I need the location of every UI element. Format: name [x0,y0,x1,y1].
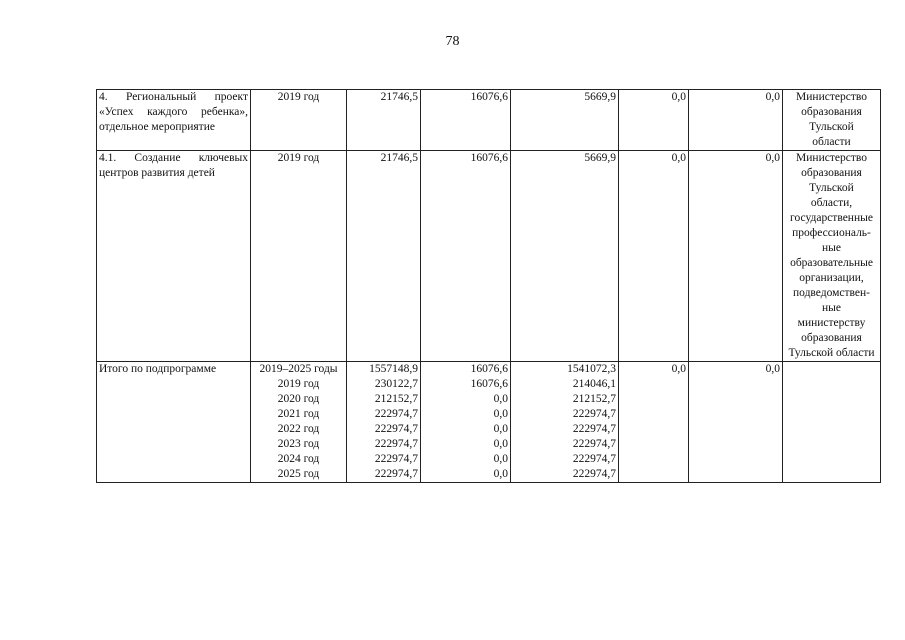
cell-period-line: 2021 год [277,408,320,420]
cell-executor-line: образования [801,106,862,118]
cell-federal [421,90,511,151]
cell-federal-line: 0,0 [493,468,508,480]
cell-period-line: 2019 год [277,378,320,390]
cell-executor-line: ные [822,242,841,254]
budget-table [96,89,881,483]
cell-executor-line: образования [801,167,862,179]
cell-period [251,362,347,483]
cell-regional-line: 222974,7 [572,438,616,450]
cell-federal-line: 16076,6 [470,91,508,103]
cell-total-line: 230122,7 [374,378,418,390]
cell-federal-line: 0,0 [493,423,508,435]
cell-period-line: 2024 год [277,453,320,465]
cell-regional [511,90,619,151]
cell-regional-line: 214046,1 [572,378,616,390]
cell-total-line: 21746,5 [380,91,418,103]
cell-regional-line: 212152,7 [572,393,616,405]
cell-total-line: 212152,7 [374,393,418,405]
row-title: Итого по подпрограмме [99,363,217,375]
page-number: 78 [445,34,460,49]
cell-executor-line: образования [801,332,862,344]
cell-federal-line: 0,0 [493,408,508,420]
cell-regional-line: 222974,7 [572,423,616,435]
cell-regional-line: 222974,7 [572,468,616,480]
cell-extrabudget-line: 0,0 [765,363,780,375]
cell-period-line: 2019 год [277,91,320,103]
cell-total-line: 222974,7 [374,408,418,420]
row-title: 4. Региональный проект «Успех каждого ребенка», отдельное мероприятие [99,91,248,133]
cell-name [97,90,251,151]
cell-total-line: 222974,7 [374,468,418,480]
table-body [97,90,881,483]
cell-period-line: 2020 год [277,393,320,405]
cell-executor-line: Министерство [796,91,867,103]
cell-period-line: 2025 год [277,468,320,480]
cell-municipal [619,362,689,483]
cell-regional-line: 222974,7 [572,453,616,465]
cell-extrabudget-line: 0,0 [765,91,780,103]
cell-extrabudget-line: 0,0 [765,152,780,164]
cell-executor-line: государственные [790,212,873,224]
cell-municipal-line: 0,0 [671,152,686,164]
cell-executor-line: подведомствен- [793,287,870,299]
cell-executor-line: Тульской [809,121,854,133]
cell-executor-line: ные [822,302,841,314]
cell-executor-line: организации, [799,272,864,284]
cell-federal-line: 16076,6 [470,378,508,390]
cell-regional-line: 5669,9 [584,91,616,103]
cell-regional-line: 5669,9 [584,152,616,164]
cell-name [97,362,251,483]
cell-regional [511,362,619,483]
cell-name [97,151,251,362]
table-row [97,151,881,362]
cell-total-line: 222974,7 [374,453,418,465]
cell-period-line: 2023 год [277,438,320,450]
cell-period-line: 2019 год [277,152,320,164]
cell-federal [421,151,511,362]
cell-federal [421,362,511,483]
cell-municipal [619,90,689,151]
cell-municipal [619,151,689,362]
cell-federal-line: 0,0 [493,393,508,405]
table-row [97,90,881,151]
cell-period-line: 2022 год [277,423,320,435]
cell-federal-line: 0,0 [493,453,508,465]
cell-executor-line: Тульской области [788,347,875,359]
cell-executor-line: области [812,136,851,148]
cell-total-line: 21746,5 [380,152,418,164]
cell-period [251,151,347,362]
cell-federal-line: 16076,6 [470,363,508,375]
cell-executor-line: Министерство [796,152,867,164]
cell-total-line: 1557148,9 [369,363,418,375]
cell-municipal-line: 0,0 [671,363,686,375]
table-row [97,362,881,483]
cell-regional-line: 1541072,3 [567,363,616,375]
cell-total-line: 222974,7 [374,423,418,435]
cell-extrabudget [689,362,783,483]
row-title: 4.1. Создание ключевых центров развития детей [99,152,248,179]
cell-executor [783,90,881,151]
cell-executor-line: министерству [797,317,866,329]
cell-executor-line: Тульской [809,182,854,194]
cell-executor-line: профессиональ- [792,227,871,239]
cell-total [347,362,421,483]
cell-executor-line: образовательные [790,257,873,269]
cell-total [347,151,421,362]
cell-federal-line: 0,0 [493,438,508,450]
cell-extrabudget [689,90,783,151]
cell-regional [511,151,619,362]
cell-regional-line: 222974,7 [572,408,616,420]
cell-executor [783,151,881,362]
cell-executor-line: области, [810,197,853,209]
cell-municipal-line: 0,0 [671,91,686,103]
cell-period [251,90,347,151]
cell-executor [783,362,881,483]
cell-total-line: 222974,7 [374,438,418,450]
cell-extrabudget [689,151,783,362]
cell-federal-line: 16076,6 [470,152,508,164]
cell-total [347,90,421,151]
cell-period-line: 2019–2025 годы [259,363,338,375]
